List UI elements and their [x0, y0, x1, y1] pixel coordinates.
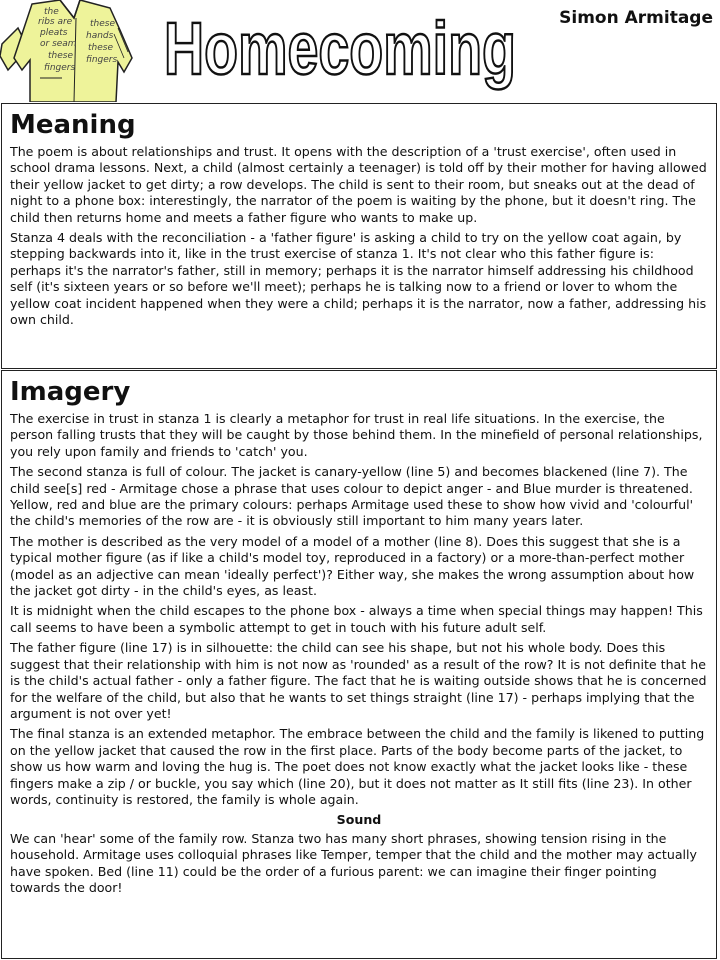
- imagery-paragraph-2: The second stanza is full of colour. The jacket is canary-yellow (line 5) and becomes blackened (line 7). The child see[s] red - Armitage chose a phrase that uses colour to depict anger - and Blue murder is threatened. Yellow, red and blue are the primary colours: perhaps Armitage used these to show how vivid and 'colourful' the child's memories of the row are - it is obviously still important to him many years later.: [10, 464, 694, 529]
- meaning-heading: Meaning: [10, 110, 136, 140]
- svg-text:fingers: fingers: [86, 55, 118, 65]
- svg-text:or seam: or seam: [40, 39, 77, 49]
- imagery-heading: Imagery: [10, 377, 131, 407]
- svg-text:these: these: [48, 51, 73, 61]
- title-graphic: [150, 0, 530, 102]
- svg-text:the: the: [44, 7, 59, 17]
- svg-text:pleats: pleats: [40, 28, 68, 38]
- imagery-paragraph-5: The father figure (line 17) is in silhouette: the child can see his shape, but not his whole body. Does this suggest that their relationship with him is not now as 'rounded' as a result of the row? It is not definite that he is the child's actual father - only a father figure. The fact that he is waiting outside shows that he is concerned for the welfare of the child, but also that he wants to set things straight (line 17) - perhaps implying that the argument is not over yet!: [10, 640, 707, 721]
- meaning-paragraph-1: The poem is about relationships and trust. It opens with the description of a 'trust exercise', often used in school drama lessons. Next, a child (almost certainly a teenager) is told off by their mother for having allowed their yellow jacket to get dirty; a row develops. The child is sent to their room, but sneaks out at the dead of night to a phone box: interestingly, the narrator of the poem is waiting by the phone, but it doesn't ring. The child then returns home and meets a father figure who wants to make up.: [10, 144, 707, 225]
- author-name: Simon Armitage: [559, 8, 713, 28]
- page-title: Homecoming: [164, 7, 516, 90]
- svg-text:these: these: [90, 19, 115, 29]
- sound-paragraph: We can 'hear' some of the family row. Stanza two has many short phrases, showing tension rising in the household. Armitage uses colloquial phrases like Temper, temper that the child and the mother may actually have spoken. Bed (line 11) could be the order of a furious parent: we can imagine their finger pointing towards the door!: [10, 830, 698, 895]
- meaning-section: [1, 103, 717, 369]
- svg-text:ribs are: ribs are: [38, 17, 73, 27]
- meaning-paragraph-2: Stanza 4 deals with the reconciliation - a 'father figure' is asking a child to try on the yellow coat again, by stepping backwards into it, like in the trust exercise of stanza 1. It's not clear who this father figure is: perhaps it's the narrator's father, still in memory; perhaps it is the narrator himself addressing his childhood self (it's sixteen years or so before we'll meet); perhaps he is talking now to a friend or lover to whom the yellow coat incident happened when they were a child; perhaps it is the narrator, now a father, addressing his own child.: [10, 230, 707, 328]
- imagery-section: [1, 370, 717, 959]
- imagery-paragraph-6: The final stanza is an extended metaphor. The embrace between the child and the family is likened to putting on the yellow jacket that caused the row in the first place. Parts of the body become parts of the jacket, to show us how warm and loving the hug is. The poet does not know exactly what the jacket looks like - these fingers make a zip / or buckle, you say which (line 20), but it does not matter as It still fits (line 23). In other words, continuity is restored, the family is whole again.: [10, 726, 705, 807]
- yellow-jacket-illustration: [0, 0, 140, 102]
- sound-heading: Sound: [336, 812, 382, 828]
- imagery-paragraph-1: The exercise in trust in stanza 1 is clearly a metaphor for trust in real life situations. In the exercise, the person falling trusts that they will be caught by those behind them. In the minefield of personal relationships, you rely upon family and friends to 'catch' you.: [10, 411, 703, 459]
- svg-text:hands: hands: [86, 31, 114, 41]
- svg-text:these: these: [88, 43, 113, 53]
- imagery-paragraph-3: The mother is described as the very model of a model of a mother (line 8). Does this suggest that she is a typical mother figure (as if like a child's model toy, reproduced in a factory) or a more-than-perfect mother (model as an adjective can mean 'ideally perfect')? Either way, she makes the wrong assumption about how the jacket got dirty - in the child's eyes, as least.: [10, 533, 695, 599]
- svg-text:fingers: fingers: [44, 63, 76, 73]
- imagery-paragraph-4: It is midnight when the child escapes to the phone box - always a time when special things may happen! This call seems to have been a symbolic attempt to get in touch with his future adult self.: [10, 603, 703, 635]
- header: [0, 0, 720, 102]
